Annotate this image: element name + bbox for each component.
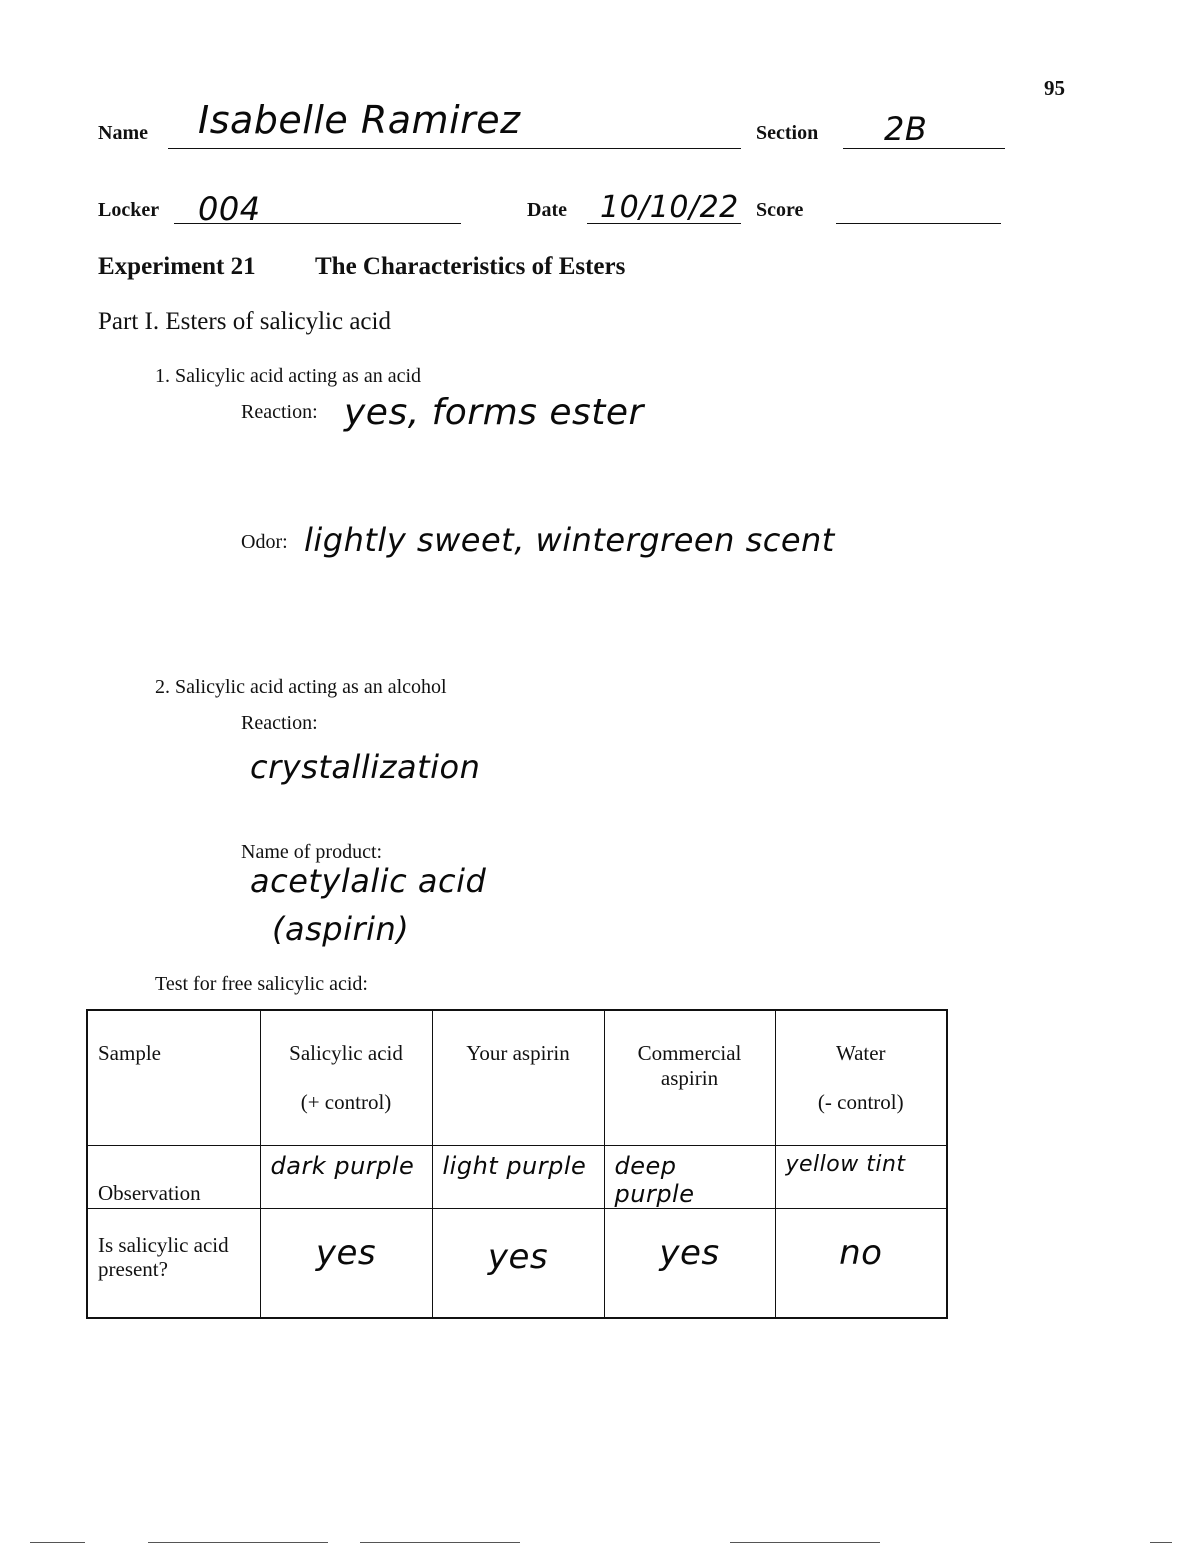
table-row	[87, 1209, 947, 1319]
date-value: 10/10/22	[600, 190, 739, 225]
header-negative-control: (- control)	[817, 1090, 904, 1114]
header-water: Water (- control)	[775, 1010, 947, 1146]
q1-odor-label: Odor:	[241, 531, 288, 553]
name-label: Name	[98, 122, 148, 144]
experiment-number: Experiment 21	[98, 253, 256, 280]
score-label: Score	[756, 199, 804, 221]
present-commercial-aspirin: yes	[604, 1209, 775, 1319]
header-commercial-aspirin: Commercial aspirin	[604, 1010, 775, 1146]
q2-product-label: Name of product:	[241, 841, 383, 863]
results-table	[86, 1009, 948, 1319]
observation-salicylic-acid: dark purple	[260, 1146, 432, 1209]
present-water: no	[775, 1209, 947, 1319]
observation-your-aspirin: light purple	[432, 1146, 604, 1209]
q2-product-answer-line1: acetylalic acid	[250, 862, 487, 900]
section-label: Section	[756, 122, 819, 144]
q2-reaction-label: Reaction:	[241, 712, 318, 734]
name-underline	[168, 148, 741, 149]
scan-line	[148, 1542, 328, 1543]
q1-odor-answer: lightly sweet, wintergreen scent	[304, 521, 835, 559]
header-positive-control: (+ control)	[300, 1090, 392, 1114]
q2-product-answer-line2: (aspirin)	[272, 910, 410, 948]
scan-line	[1150, 1542, 1172, 1543]
observation-water: yellow tint	[775, 1146, 947, 1209]
present-salicylic-acid: yes	[260, 1209, 432, 1319]
q1-heading: 1. Salicylic acid acting as an acid	[155, 365, 422, 387]
section-underline	[843, 148, 1005, 149]
header-salicylic-acid: Salicylic acid (+ control)	[260, 1010, 432, 1146]
present-label: Is salicylic acid present?	[87, 1209, 260, 1319]
header-your-aspirin: Your aspirin	[432, 1010, 604, 1146]
scan-line	[30, 1542, 85, 1543]
section-value: 2B	[884, 110, 928, 148]
q1-reaction-label: Reaction:	[241, 401, 318, 423]
q2-heading: 2. Salicylic acid acting as an alcohol	[155, 676, 447, 698]
date-label: Date	[527, 199, 567, 221]
table-header-row	[87, 1010, 947, 1146]
header-sample: Sample	[87, 1010, 260, 1146]
observation-label: Observation	[87, 1146, 260, 1209]
name-value: Isabelle Ramirez	[198, 98, 521, 142]
present-your-aspirin: yes	[432, 1209, 604, 1319]
scan-line	[730, 1542, 880, 1543]
locker-label: Locker	[98, 199, 160, 221]
q2-reaction-answer: crystallization	[250, 748, 481, 786]
table-row	[87, 1146, 947, 1209]
observation-commercial-aspirin: deep purple	[604, 1146, 775, 1209]
q1-reaction-answer: yes, forms ester	[344, 392, 644, 433]
page-number: 95	[1044, 76, 1065, 100]
test-label: Test for free salicylic acid:	[155, 973, 368, 995]
score-underline	[836, 223, 1001, 224]
scan-line	[360, 1542, 520, 1543]
experiment-title: The Characteristics of Esters	[315, 253, 626, 280]
part-heading: Part I. Esters of salicylic acid	[98, 308, 391, 335]
locker-value: 004	[198, 190, 261, 228]
